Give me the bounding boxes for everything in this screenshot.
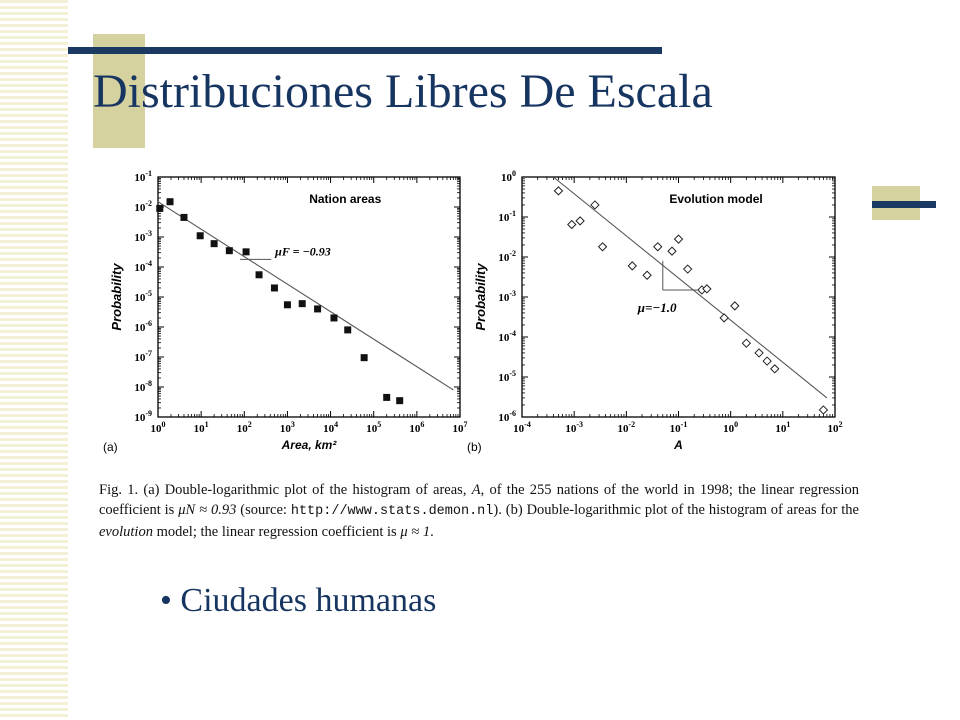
chart2-data-point bbox=[742, 339, 750, 347]
caption-part-5: model; the linear regression coefficient is bbox=[152, 524, 401, 540]
chart1-y-tick-base: 10 bbox=[134, 262, 146, 274]
chart1-x-tick-label: $10^7$ bbox=[452, 420, 468, 435]
caption-part-3: (source: bbox=[236, 502, 291, 518]
chart1-y-tick-base: 10 bbox=[134, 412, 146, 424]
chart1-y-tick-label bbox=[134, 169, 152, 184]
chart2-x-tick-exponent: 0 bbox=[734, 420, 739, 429]
chart2-x-tick-exponent: 2 bbox=[838, 420, 843, 429]
chart2-data-point bbox=[576, 217, 584, 225]
caption-model: evolution bbox=[99, 524, 153, 540]
chart2-y-tick-base: 10 bbox=[501, 172, 512, 184]
chart1-y-tick-exponent: -3 bbox=[145, 229, 152, 238]
chart1-x-tick-label: $10^0$ bbox=[150, 420, 166, 435]
chart1-data-point bbox=[344, 326, 351, 333]
chart1-data-point bbox=[180, 214, 187, 221]
chart2-y-tick-base: 10 bbox=[498, 332, 510, 344]
chart2-plot-frame bbox=[522, 177, 835, 417]
chart1-y-tick-exponent: -5 bbox=[145, 289, 152, 298]
chart1-x-tick-exponent: 6 bbox=[420, 420, 425, 429]
chart1-y-tick-label bbox=[134, 229, 152, 244]
chart2-y-tick-base: 10 bbox=[498, 292, 510, 304]
chart1-x-tick-label: $10^3$ bbox=[279, 420, 295, 435]
bullet-text: Ciudades humanas bbox=[180, 582, 437, 619]
figure bbox=[95, 155, 865, 565]
chart1-y-tick-label bbox=[134, 409, 152, 424]
chart2-title: Evolution model bbox=[669, 192, 763, 206]
chart1-x-tick-label: $10^6$ bbox=[409, 420, 425, 435]
chart2-data-point bbox=[755, 349, 763, 357]
chart2-data-point bbox=[720, 314, 728, 322]
caption-part-1: Fig. 1. (a) Double-logarithmic plot of the histogram of areas, bbox=[99, 482, 472, 498]
chart1-y-tick-base: 10 bbox=[134, 292, 146, 304]
caption-part-2: , of the 255 nations of the world in 1998; the linear regression coefficient is bbox=[99, 482, 859, 518]
chart2-x-tick-label: $10^{-1}$ bbox=[669, 420, 688, 435]
chart2-x-tick-label: $10^{-4}$ bbox=[513, 420, 531, 435]
side-accent-bar bbox=[872, 201, 936, 208]
chart2-y-tick-base: 10 bbox=[498, 412, 510, 424]
chart1-data-point bbox=[383, 394, 390, 401]
chart2-y-tick-base: 10 bbox=[498, 212, 510, 224]
chart1-y-tick-exponent: -6 bbox=[145, 319, 152, 328]
chart1-annotation: μF = −0.93 bbox=[275, 244, 331, 259]
chart1-x-tick-exponent: 5 bbox=[377, 420, 382, 429]
chart2-data-point bbox=[731, 302, 739, 310]
caption-part-4: ). (b) Double-logarithmic plot of the histogram of areas for the bbox=[493, 502, 859, 518]
chart1-y-tick-base: 10 bbox=[134, 322, 146, 334]
caption-mu-n: μN ≈ 0.93 bbox=[178, 502, 237, 518]
chart2-y-tick-label bbox=[498, 369, 516, 384]
chart2-data-point bbox=[675, 235, 683, 243]
charts-svg bbox=[95, 155, 865, 465]
chart1-y-tick-base: 10 bbox=[134, 232, 146, 244]
chart1-y-tick-label bbox=[134, 379, 152, 394]
chart2-data-point bbox=[819, 406, 827, 414]
chart1-x-tick-exponent: 3 bbox=[290, 420, 295, 429]
chart2-x-tick-label: $10^1$ bbox=[775, 420, 791, 435]
chart2-y-axis-label: Probability bbox=[473, 263, 488, 331]
chart2-x-tick-label: $10^2$ bbox=[827, 420, 843, 435]
chart1-y-tick-exponent: -8 bbox=[145, 379, 152, 388]
chart2-y-tick-label bbox=[498, 209, 516, 224]
chart1-y-tick-base: 10 bbox=[134, 172, 146, 184]
chart2-y-tick-label bbox=[498, 289, 516, 304]
chart2-annotation: μ=−1.0 bbox=[637, 299, 677, 315]
chart2-y-tick-label bbox=[498, 329, 516, 344]
chart1-x-tick-label: $10^1$ bbox=[193, 420, 209, 435]
bullet-item bbox=[160, 582, 436, 620]
chart1-data-point bbox=[211, 240, 218, 247]
chart2-x-tick-exponent: -3 bbox=[576, 420, 584, 429]
chart1-plot-frame bbox=[158, 177, 460, 417]
chart2-data-point bbox=[554, 187, 562, 195]
chart1-data-point bbox=[197, 232, 204, 239]
chart2-x-tick-label: $10^0$ bbox=[723, 420, 739, 435]
chart1-y-tick-base: 10 bbox=[134, 382, 146, 394]
chart1-data-point bbox=[226, 247, 233, 254]
chart1-y-tick-label bbox=[134, 289, 152, 304]
chart1-x-tick-label: $10^2$ bbox=[236, 420, 252, 435]
chart2-y-tick-base: 10 bbox=[498, 372, 510, 384]
chart1-data-point bbox=[314, 305, 321, 312]
chart2-x-tick-label: $10^{-2}$ bbox=[617, 420, 636, 435]
caption-mu: μ ≈ 1 bbox=[400, 524, 431, 540]
chart2-data-point bbox=[599, 243, 607, 251]
chart1-data-point bbox=[361, 354, 368, 361]
chart1-fit-line bbox=[158, 202, 453, 390]
chart1-y-tick-label bbox=[134, 199, 152, 214]
chart2-data-point bbox=[628, 262, 636, 270]
chart1-x-tick-exponent: 2 bbox=[247, 420, 252, 429]
chart1-x-axis-label: Area, km² bbox=[281, 438, 337, 452]
chart1-panel-label: (a) bbox=[103, 440, 118, 454]
chart2-x-tick-exponent: 1 bbox=[786, 420, 791, 429]
chart2-fit-line bbox=[553, 177, 827, 398]
bullet-marker: • bbox=[160, 582, 172, 619]
chart2-data-point bbox=[568, 220, 576, 228]
chart1-data-point bbox=[243, 248, 250, 255]
chart1-x-tick-label: $10^4$ bbox=[323, 420, 339, 435]
chart1-x-tick-label: $10^5$ bbox=[366, 420, 382, 435]
caption-url: http://www.stats.demon.nl bbox=[290, 504, 494, 519]
title-accent-bar bbox=[68, 47, 662, 54]
chart2-y-tick-label bbox=[498, 409, 516, 424]
figure-caption bbox=[99, 480, 859, 542]
chart1-x-tick-exponent: 4 bbox=[334, 420, 339, 429]
chart2-y-tick-exponent: -5 bbox=[509, 369, 516, 378]
chart1-x-tick-exponent: 1 bbox=[204, 420, 209, 429]
chart1-y-tick-label bbox=[134, 259, 152, 274]
chart1-y-tick-label bbox=[134, 319, 152, 334]
chart2-y-tick-exponent: -2 bbox=[509, 249, 516, 258]
chart2-x-tick-label: $10^{-3}$ bbox=[565, 420, 584, 435]
chart2-data-point bbox=[643, 271, 651, 279]
chart1-y-tick-exponent: -4 bbox=[145, 259, 152, 268]
chart2-y-tick-label bbox=[498, 249, 516, 264]
chart1-y-tick-base: 10 bbox=[134, 202, 146, 214]
chart1-y-tick-exponent: -7 bbox=[145, 349, 152, 358]
chart1-data-point bbox=[167, 198, 174, 205]
chart2-panel-label: (b) bbox=[467, 440, 482, 454]
chart2-y-tick-base: 10 bbox=[498, 252, 510, 264]
chart2-y-tick-label bbox=[501, 169, 516, 184]
chart1-y-tick-exponent: -1 bbox=[145, 169, 152, 178]
chart2-y-tick-exponent: 0 bbox=[512, 169, 516, 178]
chart1-x-tick-exponent: 7 bbox=[463, 420, 468, 429]
chart1-data-point bbox=[156, 205, 163, 212]
chart2-data-point bbox=[763, 357, 771, 365]
chart1-y-tick-exponent: -2 bbox=[145, 199, 152, 208]
chart2-y-tick-exponent: -1 bbox=[509, 209, 516, 218]
slide-title: Distribuciones Libres De Escala bbox=[93, 65, 713, 118]
decorative-stripes bbox=[0, 0, 68, 720]
chart1-data-point bbox=[396, 397, 403, 404]
chart1-data-point bbox=[271, 284, 278, 291]
chart1-y-tick-label bbox=[134, 349, 152, 364]
chart2-y-tick-exponent: -6 bbox=[509, 409, 516, 418]
chart1-data-point bbox=[330, 314, 337, 321]
chart1-x-tick-exponent: 0 bbox=[161, 420, 166, 429]
chart1-y-tick-base: 10 bbox=[134, 352, 146, 364]
chart1-data-point bbox=[256, 271, 263, 278]
chart2-y-tick-exponent: -3 bbox=[509, 289, 516, 298]
chart1-title: Nation areas bbox=[309, 192, 382, 206]
chart2-x-tick-exponent: -4 bbox=[524, 420, 531, 429]
chart2-x-axis-label: A bbox=[674, 438, 683, 452]
caption-variable: A bbox=[471, 482, 481, 498]
chart2-data-point bbox=[654, 243, 662, 251]
chart2-x-tick-exponent: -1 bbox=[680, 420, 688, 429]
caption-part-6: . bbox=[430, 524, 434, 540]
chart2-data-point bbox=[668, 247, 676, 255]
chart2-y-tick-exponent: -4 bbox=[509, 329, 516, 338]
chart1-data-point bbox=[284, 301, 291, 308]
chart2-data-point bbox=[684, 265, 692, 273]
chart2-x-tick-exponent: -2 bbox=[628, 420, 636, 429]
chart1-data-point bbox=[299, 300, 306, 307]
chart1-y-axis-label: Probability bbox=[109, 263, 124, 331]
chart2-data-point bbox=[771, 365, 779, 373]
chart1-y-tick-exponent: -9 bbox=[145, 409, 152, 418]
